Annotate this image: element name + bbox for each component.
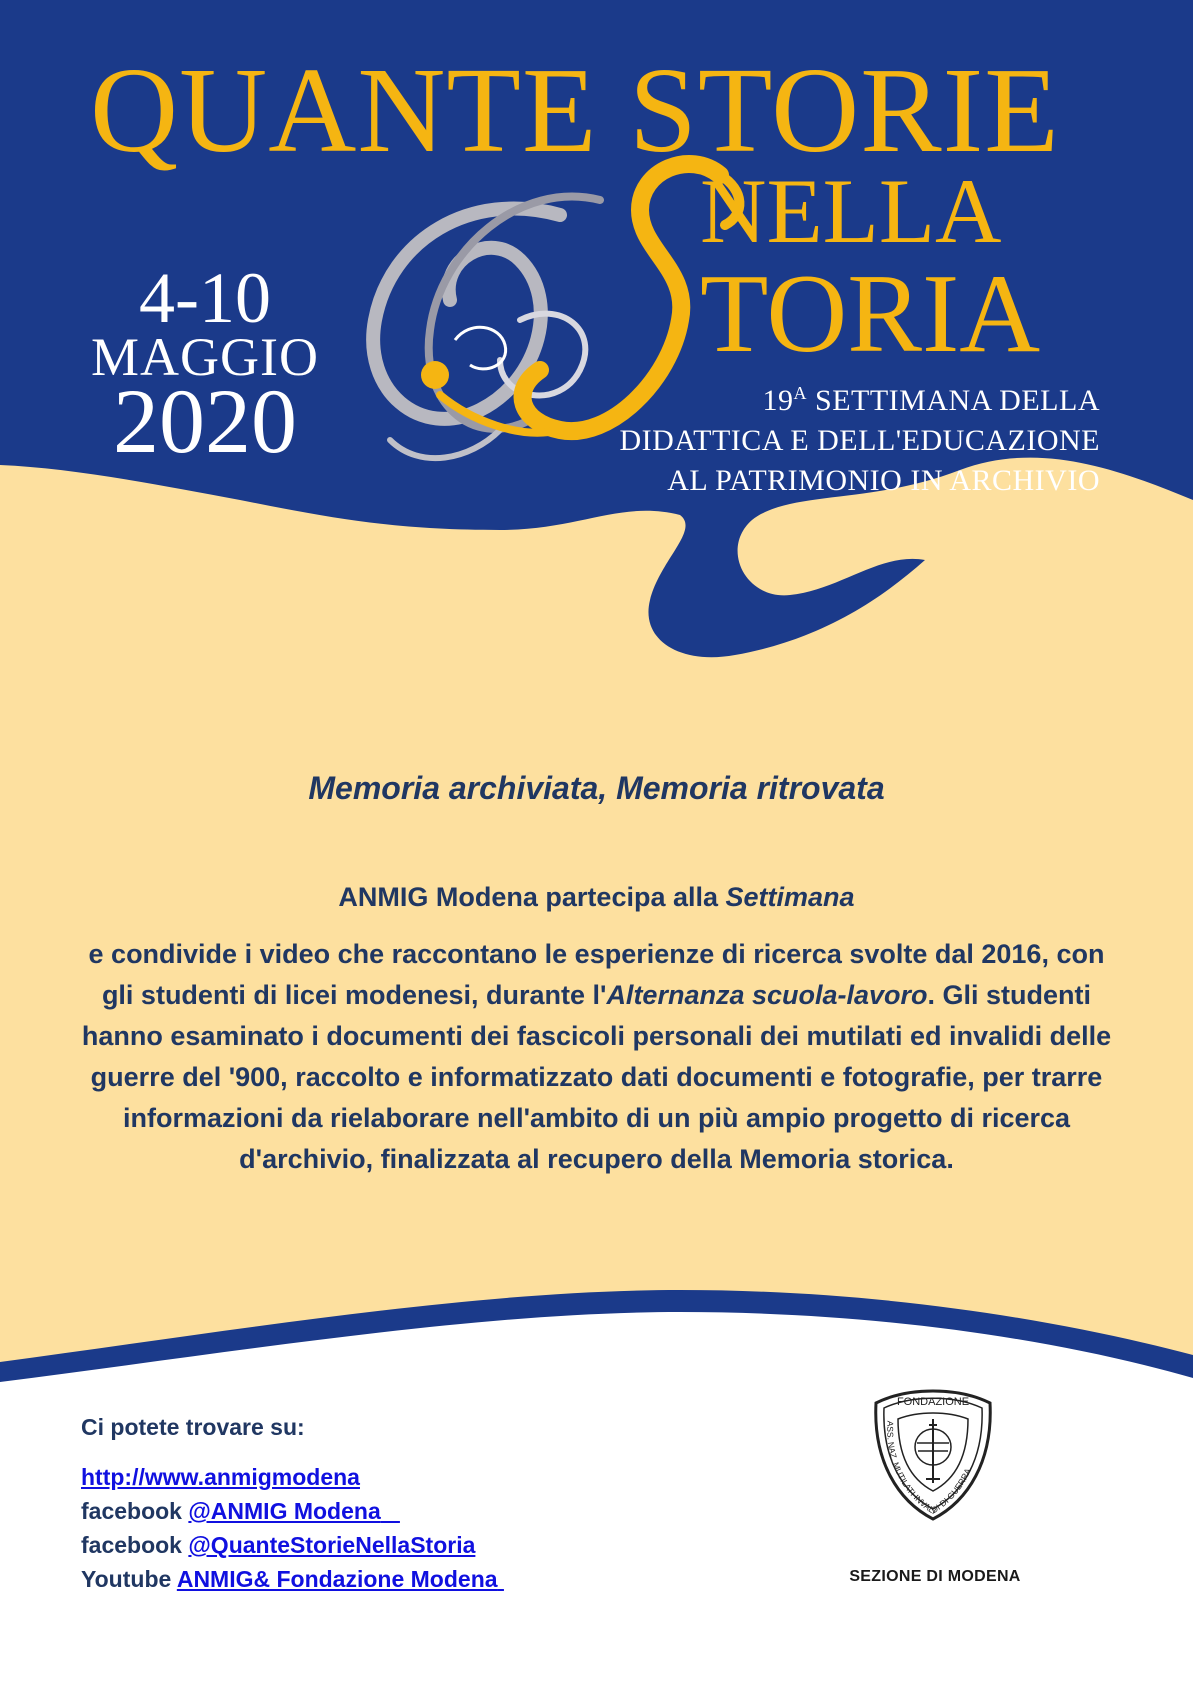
subtitle-line2: DIDATTICA E DELL'EDUCAZIONE (619, 424, 1100, 457)
article-intro: ANMIG Modena partecipa alla Settimana (338, 882, 855, 912)
poster-title-line1: QUANTE STORIE (90, 43, 1060, 178)
website-link[interactable]: http://www.anmigmodena (81, 1464, 360, 1490)
fondazione-shield-logo (868, 1381, 998, 1521)
svg-text:ASS. NAZ. MUTILATI INVALIDI DI: ASS. NAZ. MUTILATI INVALIDI DI GUERRA (885, 1420, 973, 1517)
subtitle-line1: $19^A$ SETTIMANA DELLA (762, 383, 1100, 417)
date-month: MAGGIO (91, 327, 319, 387)
poster-subtitle (595, 373, 1100, 501)
subtitle-line3: AL PATRIMONIO IN ARCHIVIO (667, 464, 1100, 497)
article-body: e condivide i video che raccontano le esperienze di ricerca svolte dal 2016, con gli studenti di licei modenesi, durante l'Alternanza scuola-lavoro. Gli studenti hanno esaminato i documenti dei fascicoli personali dei mutilati ed invalidi delle guerre del '900, raccolto e informatizzato dati documenti e fotografie, per trarre informazioni da rielaborare nell'ambito di un più ampio progetto di ricerca d'archivio, finalizzata al recupero della Memoria storica. (81, 939, 1112, 1174)
facebook-quantestorie-link[interactable]: @QuanteStorieNellaStoria (188, 1532, 476, 1558)
poster-title-line3: TORIA (700, 252, 1041, 376)
svg-text:FONDAZIONE: FONDAZIONE (896, 1396, 970, 1408)
facebook-anmig-link[interactable]: @ANMIG Modena (188, 1498, 381, 1524)
logo-caption: SEZIONE DI MODENA (849, 1568, 1021, 1585)
date-year: 2020 (113, 370, 297, 472)
contacts-block: Ci potete trovare su: http://www.anmigmodena facebook @ANMIG Modena facebook @QuanteStorieNellaStoria Youtube ANMIG& Fondazione Modena (81, 1410, 504, 1596)
poster-title-line2: NELLA (700, 160, 1002, 262)
youtube-link[interactable]: ANMIG& Fondazione Modena (176, 1566, 498, 1592)
contacts-heading: Ci potete trovare su: (81, 1414, 305, 1440)
date-range: 4-10 (139, 258, 271, 338)
article-headline: Memoria archiviata, Memoria ritrovata (308, 770, 885, 806)
